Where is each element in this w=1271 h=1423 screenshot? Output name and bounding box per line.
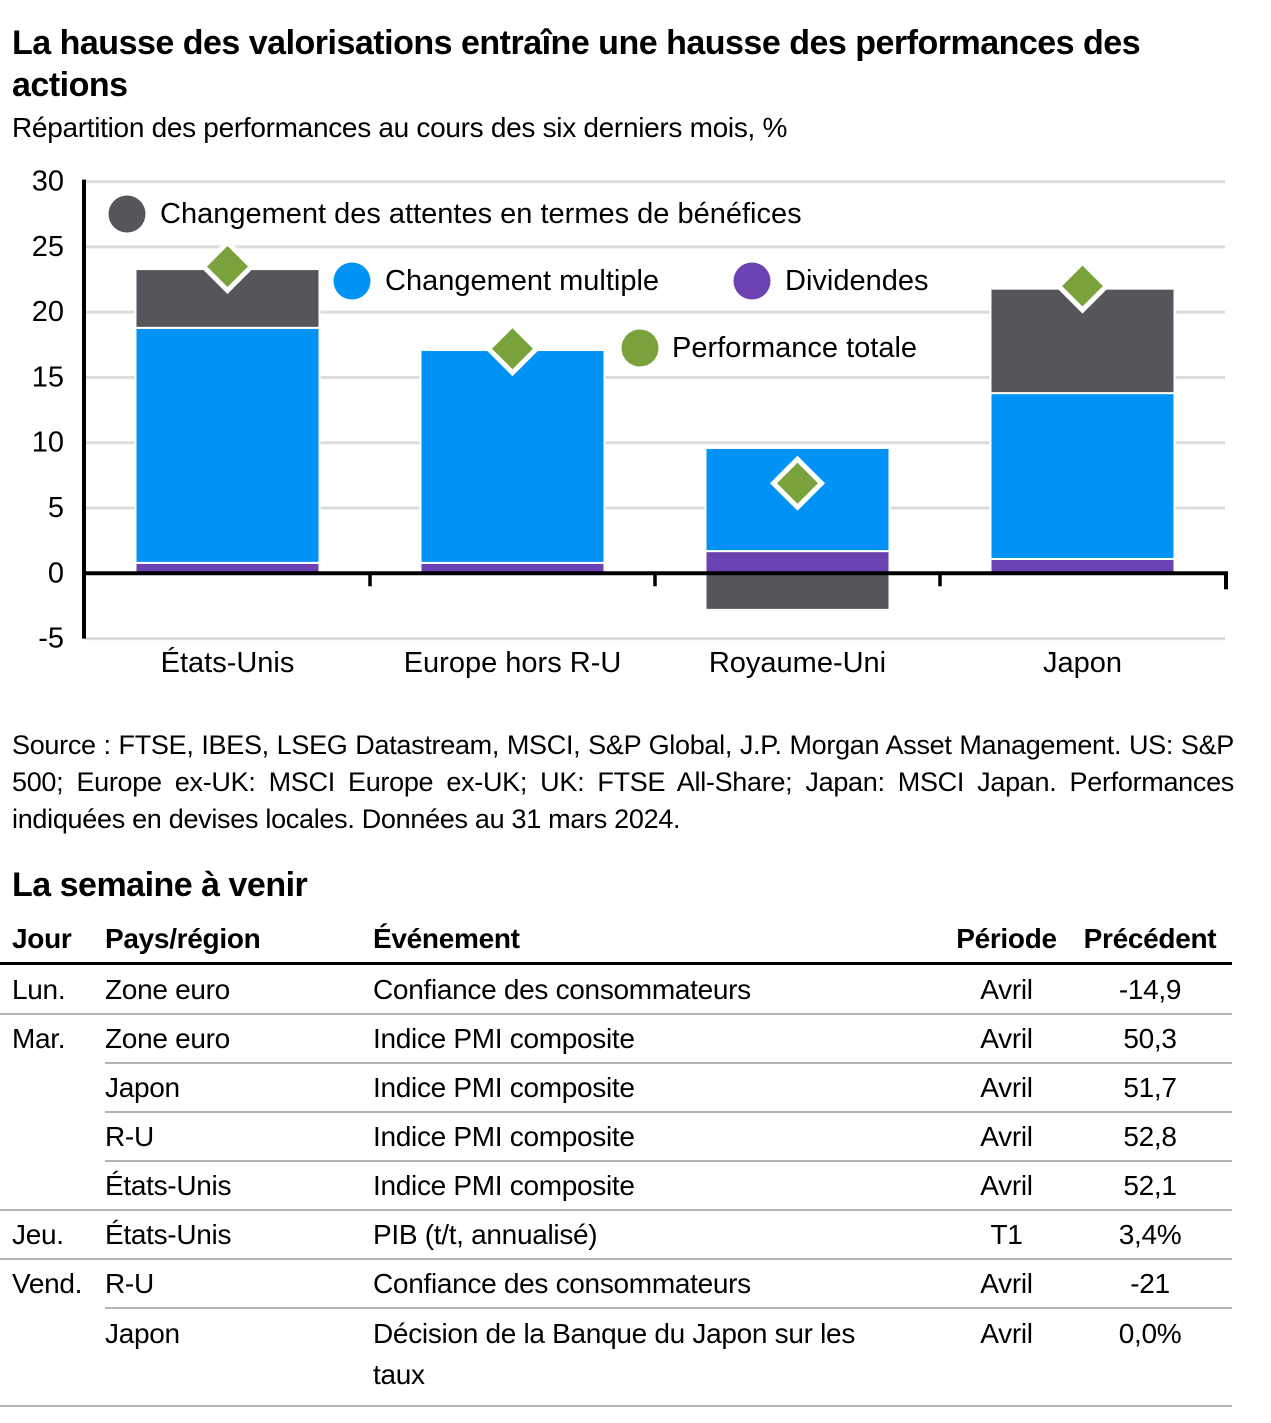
legend-swatch xyxy=(734,263,771,300)
cell-day xyxy=(12,1308,105,1406)
table-row xyxy=(0,1014,1232,1063)
legend-label: Changement multiple xyxy=(385,265,660,297)
cell-period: Avril xyxy=(980,974,1033,1005)
bar-segment-changement-des-attentes-en-termes-de-b-n-fices xyxy=(706,573,890,610)
cell-region: États-Unis xyxy=(105,1170,232,1201)
cell-previous: 50,3 xyxy=(1123,1023,1177,1054)
cell-period: Avril xyxy=(980,1318,1033,1349)
col-header-region: Pays/région xyxy=(105,923,261,954)
col-header-period: Période xyxy=(956,923,1057,954)
cell-event: PIB (t/t, annualisé) xyxy=(373,1219,598,1250)
cell-period: Avril xyxy=(980,1072,1033,1103)
cell-day: Mar. xyxy=(12,1023,66,1054)
cell-previous: -21 xyxy=(1130,1268,1170,1299)
y-axis-label: 0 xyxy=(47,557,64,590)
cell-previous: -14,9 xyxy=(1118,974,1182,1005)
cell-period: Avril xyxy=(980,1170,1033,1201)
table-row xyxy=(0,1112,1232,1161)
cell-day: Lun. xyxy=(12,974,66,1005)
x-axis-label: États-Unis xyxy=(160,647,295,679)
y-axis-label: 15 xyxy=(31,361,64,394)
chart-subtitle: Répartition des performances au cours des six derniers mois, % xyxy=(12,112,788,143)
col-header-previous: Précédent xyxy=(1083,923,1217,954)
bar-segment-dividendes xyxy=(991,559,1175,573)
week-ahead-title: La semaine à venir xyxy=(12,866,308,904)
legend-label: Changement des attentes en termes de bénéfices xyxy=(160,198,802,230)
x-axis-label: Japon xyxy=(1042,647,1123,679)
cell-previous: 3,4% xyxy=(1118,1219,1182,1250)
legend-label: Performance totale xyxy=(672,332,918,364)
cell-previous: 52,1 xyxy=(1123,1170,1177,1201)
table-row xyxy=(0,1210,1232,1259)
cell-day xyxy=(12,1112,105,1161)
cell-day: Jeu. xyxy=(12,1219,64,1250)
cell-event: Indice PMI composite xyxy=(373,1072,635,1103)
table-row xyxy=(0,1308,1232,1406)
cell-region: Zone euro xyxy=(105,1023,230,1054)
legend-swatch xyxy=(109,196,146,233)
cell-event: Confiance des consommateurs xyxy=(373,1268,751,1299)
cell-region: R-U xyxy=(105,1121,154,1152)
x-axis-label: Europe hors R-U xyxy=(403,647,622,679)
cell-event: Indice PMI composite xyxy=(373,1121,635,1152)
bar-segment-changement-multiple xyxy=(991,393,1175,559)
cell-period: Avril xyxy=(980,1268,1033,1299)
cell-event: Indice PMI composite xyxy=(373,1170,635,1201)
cell-previous: 52,8 xyxy=(1123,1121,1177,1152)
table-row xyxy=(0,1161,1232,1210)
y-axis-label: 10 xyxy=(31,426,64,459)
cell-day xyxy=(12,1161,105,1210)
x-axis-label: Royaume-Uni xyxy=(708,647,887,679)
cell-region: R-U xyxy=(105,1268,154,1299)
cell-event: Décision de la Banque du Japon sur les taux xyxy=(373,1318,856,1390)
cell-region: États-Unis xyxy=(105,1219,232,1250)
table-row xyxy=(0,965,1232,1014)
cell-previous: 51,7 xyxy=(1123,1072,1177,1103)
table-row xyxy=(0,1259,1232,1308)
legend-label: Dividendes xyxy=(785,265,929,297)
cell-event: Confiance des consommateurs xyxy=(373,974,751,1005)
cell-day xyxy=(12,1063,105,1112)
cell-period: Avril xyxy=(980,1121,1033,1152)
cell-period: Avril xyxy=(980,1023,1033,1054)
col-header-day: Jour xyxy=(12,923,72,954)
y-axis-label: -5 xyxy=(38,622,64,655)
bar-segment-changement-multiple xyxy=(136,328,320,563)
y-axis-label: 5 xyxy=(47,492,64,525)
cell-event: Indice PMI composite xyxy=(373,1023,635,1054)
table-header-row xyxy=(0,915,1232,965)
row-divider xyxy=(0,1405,1232,1407)
legend-swatch xyxy=(334,263,371,300)
cell-region: Zone euro xyxy=(105,974,230,1005)
cell-period: T1 xyxy=(990,1219,1023,1250)
week-ahead-table xyxy=(0,915,1232,1406)
performance-chart xyxy=(0,160,1271,705)
bar-segment-changement-multiple xyxy=(421,350,605,563)
y-axis-label: 30 xyxy=(31,165,64,198)
cell-day: Vend. xyxy=(12,1268,83,1299)
source-note: Source : FTSE, IBES, LSEG Datastream, MSCI, S&P Global, J.P. Morgan Asset Management. US: S&P 500; Europe ex-UK: MSCI Europe ex-UK; UK: FTSE All-Share; Japan: MSCI Japan. Performances indiquées en devises locales. Données au 31 mars 2024. xyxy=(12,730,1234,834)
cell-region: Japon xyxy=(105,1072,180,1103)
table-row xyxy=(0,1063,1232,1112)
y-axis-label: 20 xyxy=(31,296,64,329)
col-header-event: Événement xyxy=(373,923,520,954)
legend-swatch xyxy=(622,330,659,367)
cell-previous: 0,0% xyxy=(1118,1318,1182,1349)
cell-region: Japon xyxy=(105,1318,180,1349)
chart-title: La hausse des valorisations entraîne une hausse des performances des actions xyxy=(12,24,1141,104)
bar-segment-dividendes xyxy=(706,551,890,573)
y-axis-label: 25 xyxy=(31,230,64,263)
